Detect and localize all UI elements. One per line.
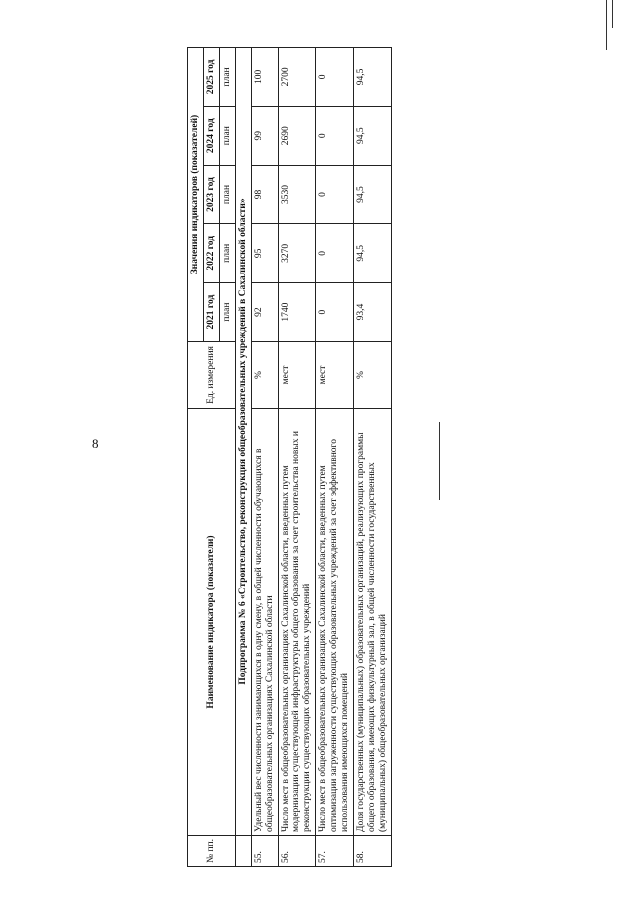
header-plan: план	[219, 106, 235, 165]
rotated-table-container	[187, 47, 388, 867]
header-year: 2024 год	[203, 106, 219, 165]
row-value: 94,5	[354, 224, 392, 283]
row-value: 100	[251, 48, 278, 107]
scan-artifact-line	[606, 0, 607, 50]
header-plan: план	[219, 224, 235, 283]
row-value: 1740	[278, 283, 316, 342]
row-value: 2690	[278, 106, 316, 165]
row-value: 94,5	[354, 48, 392, 107]
row-value: 94,5	[354, 106, 392, 165]
table-row	[251, 48, 278, 867]
scan-artifact-line	[612, 0, 613, 28]
row-num: 55.	[251, 836, 278, 867]
row-num: 57.	[316, 836, 354, 867]
header-year: 2022 год	[203, 224, 219, 283]
row-value: 93,4	[354, 283, 392, 342]
header-name: Наименование индикатора (показатели)	[188, 409, 236, 836]
row-value: 0	[316, 165, 354, 224]
header-plan: план	[219, 283, 235, 342]
header-year: 2023 год	[203, 165, 219, 224]
row-value: 0	[316, 106, 354, 165]
table-row	[278, 48, 316, 867]
page-number: 8	[92, 436, 99, 451]
header-plan: план	[219, 48, 235, 107]
header-num: № пп.	[188, 836, 236, 867]
row-unit: %	[251, 342, 278, 409]
row-value: 2700	[278, 48, 316, 107]
row-value: 99	[251, 106, 278, 165]
row-value: 95	[251, 224, 278, 283]
header-plan: план	[219, 165, 235, 224]
row-value: 92	[251, 283, 278, 342]
row-num: 56.	[278, 836, 316, 867]
subprogram-title: Подпрограмма № 6 «Строительство, реконструкция общеобразовательных учреждений в Сахалинской области»	[235, 48, 251, 836]
row-unit: %	[354, 342, 392, 409]
row-name: Удельный вес численности занимающихся в одну смену, в общей численности обучающихся в общеобразовательных организациях Сахалинской области	[251, 409, 278, 836]
header-year: 2021 год	[203, 283, 219, 342]
row-value: 3530	[278, 165, 316, 224]
row-value: 94,5	[354, 165, 392, 224]
row-name: Число мест в общеобразовательных организациях Сахалинской области, введенных путем модернизации существующей инфраструктуры общего образования за счет строительства новых и реконструкции существующих образовательных учреждений	[278, 409, 316, 836]
row-value: 0	[316, 224, 354, 283]
table-row	[354, 48, 392, 867]
header-values: Значения индикаторов (показателей)	[188, 48, 204, 342]
indicators-table	[187, 47, 392, 867]
row-value: 0	[316, 283, 354, 342]
header-year: 2025 год	[203, 48, 219, 107]
row-value: 0	[316, 48, 354, 107]
header-unit: Ед. измерения	[188, 342, 236, 409]
table-row	[316, 48, 354, 867]
row-value: 3270	[278, 224, 316, 283]
row-name: Число мест в общеобразовательных организациях Сахалинской области, введенных путем оптимизации загруженности существующих образовательных учреждений за счет эффективного использования имеющихся помещений	[316, 409, 354, 836]
row-name: Доля государственных (муниципальных) образовательных организаций, реализующих программы общего образования, имеющих физкультурный зал, в общей численности государственных (муниципальных) общеобразовательных организаций	[354, 409, 392, 836]
row-unit: мест	[316, 342, 354, 409]
row-num: 58.	[354, 836, 392, 867]
row-unit: мест	[278, 342, 316, 409]
subprogram-spacer	[235, 836, 251, 867]
row-value: 98	[251, 165, 278, 224]
scan-artifact-line	[439, 422, 440, 500]
